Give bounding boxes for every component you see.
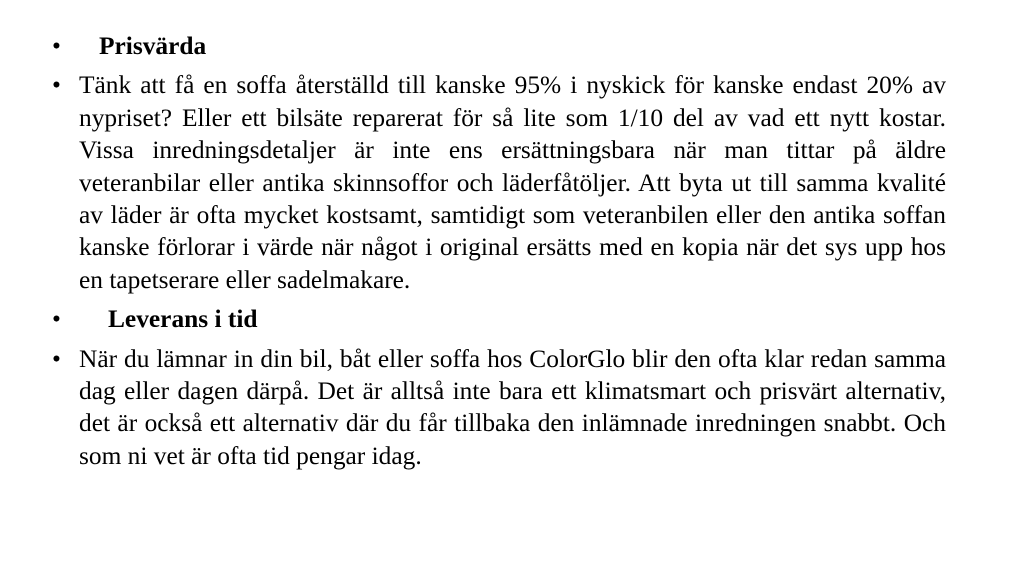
heading-delivery-text: Leverans i tid [108,305,258,334]
bullet-marker: • [52,71,61,100]
bullet-heading-delivery [52,303,946,335]
heading-affordable-text: Prisvärda [99,32,207,60]
bullet-marker: • [52,32,61,60]
bullet-paragraph-delivery [52,343,946,473]
paragraph-affordable-text: Tänk att få en soffa återställd till kanske 95% i nyskick för kanske endast 20% av nypriset? Eller ett bilsäte reparerat för så lite som 1/10 del av vad ett nytt kostar. Vissa inredningsdetaljer är inte ens ersättningsbara när man tittar på äldre veteranbilar eller antika skinnsoffor och läderfåtöljer. Att byta ut till samma kvalité av läder är ofta mycket kostsamt, samtidigt som veteranbilen eller den antika soffan kanske förlorar i värde när något i original ersätts med en kopia när det sys upp hos en tapetserare eller sadelmakare. [79,71,946,294]
bullet-list [52,30,946,472]
bullet-marker: • [52,305,61,334]
bullet-marker: • [52,344,61,373]
bullet-paragraph-affordable [52,69,946,296]
bullet-heading-affordable [52,30,946,62]
paragraph-delivery-text: När du lämnar in din bil, båt eller soffa hos ColorGlo blir den ofta klar redan samma dag eller dagen därpå. Det är alltså inte bara ett klimatsmart och prisvärt alternativ, det är också ett alternativ där du får tillbaka den inlämnade inredningen snabbt. Och som ni vet är ofta tid pengar idag. [79,344,946,470]
